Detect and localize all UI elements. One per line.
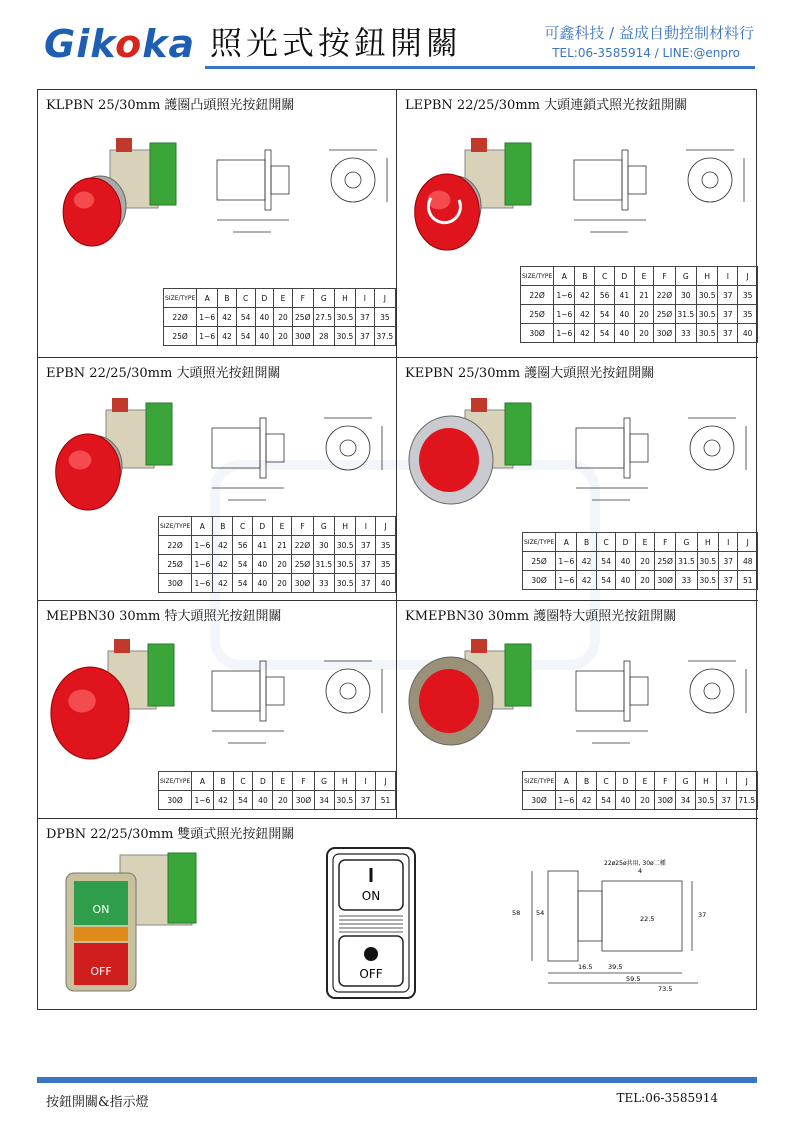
spec-cell: 56: [595, 286, 615, 305]
dim-header: F: [655, 533, 676, 552]
brand-logo: Gikoka: [44, 22, 196, 66]
spec-cell: 20: [635, 571, 654, 590]
spec-cell: 37: [356, 536, 376, 555]
dimension-drawing: [203, 132, 397, 252]
spec-cell: 54: [596, 552, 615, 571]
spec-cell: 30: [313, 536, 334, 555]
dim-value: 54: [536, 909, 545, 917]
spec-cell: 42: [218, 308, 237, 327]
dim-header: F: [292, 517, 313, 536]
spec-cell: 51: [738, 571, 758, 590]
spec-cell: 25Ø: [655, 552, 676, 571]
page-header: [0, 0, 800, 82]
spec-cell: 25Ø: [164, 327, 197, 346]
spec-header-row: [523, 533, 758, 552]
product-cell: [397, 601, 758, 819]
dimension-drawing: [198, 643, 397, 763]
spec-cell: 42: [213, 574, 233, 593]
spec-cell: 30Ø: [159, 791, 192, 810]
spec-cell: 37: [356, 555, 376, 574]
spec-row: [164, 327, 396, 346]
spec-cell: 30Ø: [654, 324, 675, 343]
dim-header: D: [252, 517, 272, 536]
spec-cell: 30Ø: [293, 791, 314, 810]
spec-cell: 1~6: [197, 308, 218, 327]
size-type-header: SIZE/TYPE: [523, 772, 556, 791]
dim-header: C: [596, 772, 615, 791]
dim-header: G: [675, 267, 696, 286]
dim-value: 16.5: [578, 963, 593, 971]
spec-cell: 30Ø: [523, 571, 556, 590]
spec-row: [159, 536, 396, 555]
spec-cell: 37: [356, 574, 376, 593]
company-name: 可鑫科技 / 益成自動控制材料行: [544, 24, 754, 42]
size-type-header: SIZE/TYPE: [521, 267, 554, 286]
spec-cell: 54: [236, 327, 255, 346]
spec-table: [520, 266, 758, 343]
product-photo: [50, 128, 200, 268]
spec-cell: 37: [356, 327, 375, 346]
dim-header: H: [697, 267, 718, 286]
spec-cell: 30: [675, 286, 696, 305]
spec-row: [521, 286, 758, 305]
spec-cell: 1~6: [554, 286, 575, 305]
size-type-header: SIZE/TYPE: [523, 533, 556, 552]
dim-header: G: [676, 533, 697, 552]
spec-table: [158, 516, 396, 593]
spec-cell: 21: [634, 286, 654, 305]
dim-value: 39.5: [608, 963, 623, 971]
spec-header-row: [164, 289, 396, 308]
spec-cell: 22Ø: [292, 536, 313, 555]
dim-header: H: [695, 772, 716, 791]
spec-cell: 34: [676, 791, 695, 810]
product-photo: [60, 847, 210, 997]
dim-header: A: [556, 533, 577, 552]
dim-header: B: [213, 772, 233, 791]
dim-header: E: [634, 267, 654, 286]
dim-header: H: [335, 517, 356, 536]
spec-cell: 27.5: [313, 308, 334, 327]
spec-cell: 40: [616, 791, 635, 810]
product-title: LEPBN 22/25/30mm 大頭連鎖式照光按鈕開關: [405, 98, 688, 113]
spec-cell: 71.5: [736, 791, 757, 810]
spec-cell: 37: [718, 324, 738, 343]
dim-header: B: [218, 289, 237, 308]
spec-cell: 22Ø: [521, 286, 554, 305]
spec-cell: 42: [577, 571, 596, 590]
spec-cell: 25Ø: [654, 305, 675, 324]
dim-header: E: [635, 533, 654, 552]
spec-cell: 22Ø: [164, 308, 197, 327]
spec-cell: 42: [213, 555, 233, 574]
spec-cell: 40: [616, 552, 635, 571]
spec-cell: 30.5: [697, 571, 718, 590]
spec-cell: 40: [255, 327, 274, 346]
footer-category: 按鈕開關&指示燈: [46, 1095, 149, 1110]
spec-cell: 1~6: [197, 327, 218, 346]
dim-header: I: [356, 517, 376, 536]
dim-value: 58: [512, 909, 521, 917]
spec-cell: 25Ø: [521, 305, 554, 324]
size-type-header: SIZE/TYPE: [159, 517, 192, 536]
spec-cell: 40: [616, 571, 635, 590]
spec-cell: 1~6: [192, 536, 213, 555]
spec-cell: 48: [738, 552, 758, 571]
product-cell: [38, 90, 397, 358]
dim-header: D: [614, 267, 634, 286]
contact-info: TEL:06-3585914 / LINE:@enpro: [552, 46, 740, 60]
dim-value: 73.5: [658, 985, 673, 991]
spec-cell: 35: [738, 305, 758, 324]
spec-table: [163, 288, 396, 346]
spec-cell: 40: [614, 324, 634, 343]
spec-row: [164, 308, 396, 327]
spec-row: [523, 552, 758, 571]
header-rule: [205, 66, 755, 69]
dim-header: C: [595, 267, 615, 286]
spec-cell: 42: [213, 536, 233, 555]
spec-cell: 21: [272, 536, 292, 555]
spec-cell: 51: [376, 791, 396, 810]
dim-header: J: [738, 533, 758, 552]
spec-cell: 30Ø: [655, 571, 676, 590]
spec-cell: 20: [634, 324, 654, 343]
spec-cell: 42: [218, 327, 237, 346]
spec-cell: 1~6: [192, 791, 213, 810]
spec-cell: 37: [718, 305, 738, 324]
dim-header: F: [293, 772, 314, 791]
spec-cell: 40: [738, 324, 758, 343]
dimension-drawing: [198, 400, 397, 520]
spec-cell: 42: [577, 552, 596, 571]
spec-cell: 30.5: [697, 552, 718, 571]
spec-row: [523, 571, 758, 590]
dim-header: I: [717, 772, 736, 791]
spec-header-row: [159, 517, 396, 536]
spec-cell: 37: [717, 791, 736, 810]
spec-cell: 54: [233, 574, 253, 593]
spec-cell: 30.5: [697, 305, 718, 324]
spec-cell: 22Ø: [159, 536, 192, 555]
spec-cell: 41: [252, 536, 272, 555]
on-label: ON: [92, 903, 110, 916]
spec-cell: 30Ø: [292, 574, 313, 593]
dim-header: J: [376, 772, 396, 791]
product-title: KLPBN 25/30mm 護圈凸頭照光按鈕開關: [46, 98, 295, 113]
spec-cell: 34: [314, 791, 334, 810]
spec-cell: 30.5: [335, 574, 356, 593]
spec-cell: 37.5: [374, 327, 395, 346]
spec-cell: 56: [233, 536, 253, 555]
off-label: OFF: [359, 967, 383, 981]
spec-cell: 42: [575, 286, 595, 305]
spec-cell: 37: [718, 286, 738, 305]
on-label: ON: [361, 889, 381, 903]
spec-cell: 25Ø: [292, 555, 313, 574]
dim-value: 22.5: [640, 915, 655, 923]
dim-header: J: [374, 289, 395, 308]
dim-header: H: [334, 772, 356, 791]
dim-header: A: [556, 772, 577, 791]
spec-cell: 30Ø: [159, 574, 192, 593]
dim-header: F: [654, 267, 675, 286]
spec-cell: 37: [719, 571, 738, 590]
spec-cell: 20: [635, 791, 654, 810]
spec-cell: 30.5: [697, 286, 718, 305]
spec-cell: 20: [274, 308, 293, 327]
size-type-header: SIZE/TYPE: [164, 289, 197, 308]
dim-header: G: [314, 772, 334, 791]
spec-cell: 54: [596, 571, 615, 590]
spec-cell: 35: [738, 286, 758, 305]
spec-cell: 35: [376, 536, 396, 555]
front-face-drawing: [323, 844, 423, 1004]
spec-row: [159, 574, 396, 593]
dim-header: D: [255, 289, 274, 308]
spec-cell: 30.5: [335, 555, 356, 574]
spec-row: [523, 791, 758, 810]
spec-table: [158, 771, 396, 810]
spec-header-row: [159, 772, 396, 791]
spec-cell: 30.5: [334, 308, 355, 327]
spec-cell: 40: [252, 555, 272, 574]
product-photo: [48, 629, 198, 769]
spec-row: [159, 791, 396, 810]
spec-cell: 31.5: [676, 552, 697, 571]
dim-header: B: [577, 533, 596, 552]
dim-note: 22ø25ø共用, 30ø二種: [604, 860, 666, 867]
spec-cell: 1~6: [554, 324, 575, 343]
spec-cell: 54: [233, 555, 253, 574]
dim-header: A: [192, 772, 213, 791]
spec-cell: 30Ø: [521, 324, 554, 343]
spec-row: [521, 305, 758, 324]
spec-cell: 1~6: [556, 791, 577, 810]
spec-cell: 20: [635, 552, 654, 571]
dim-header: A: [197, 289, 218, 308]
dim-header: B: [577, 772, 596, 791]
off-label: OFF: [90, 965, 112, 978]
dim-header: J: [736, 772, 757, 791]
product-cell: [397, 358, 758, 601]
product-cell: [397, 90, 758, 358]
spec-cell: 30Ø: [523, 791, 556, 810]
dim-value: 4: [638, 867, 643, 875]
spec-cell: 33: [676, 571, 697, 590]
spec-cell: 42: [213, 791, 233, 810]
spec-cell: 37: [356, 308, 375, 327]
spec-cell: 42: [575, 305, 595, 324]
product-title: KMEPBN30 30mm 護圈特大頭照光按鈕開關: [405, 609, 677, 624]
dim-header: J: [738, 267, 758, 286]
dim-header: G: [313, 517, 334, 536]
spec-row: [159, 555, 396, 574]
spec-cell: 30Ø: [655, 791, 676, 810]
spec-cell: 54: [236, 308, 255, 327]
dim-header: H: [697, 533, 718, 552]
spec-cell: 20: [274, 327, 293, 346]
spec-cell: 22Ø: [654, 286, 675, 305]
dim-header: F: [292, 289, 313, 308]
page-title: 照光式按鈕開關: [210, 24, 463, 62]
product-photo: [46, 388, 196, 528]
spec-cell: 41: [614, 286, 634, 305]
dim-header: C: [596, 533, 615, 552]
spec-cell: 30.5: [695, 791, 716, 810]
dim-header: E: [273, 772, 293, 791]
product-photo: [405, 388, 555, 528]
dim-header: C: [233, 517, 253, 536]
size-type-header: SIZE/TYPE: [159, 772, 192, 791]
spec-cell: 40: [252, 574, 272, 593]
spec-cell: 1~6: [192, 574, 213, 593]
spec-cell: 1~6: [556, 552, 577, 571]
dim-header: I: [356, 772, 376, 791]
spec-cell: 30.5: [334, 791, 356, 810]
product-cell: [38, 358, 397, 601]
spec-cell: 42: [577, 791, 596, 810]
dimension-drawing: [562, 643, 758, 763]
spec-cell: 25Ø: [523, 552, 556, 571]
spec-cell: 1~6: [192, 555, 213, 574]
dim-header: J: [376, 517, 396, 536]
dim-header: I: [718, 267, 738, 286]
spec-cell: 30.5: [697, 324, 718, 343]
dim-value: 59.5: [626, 975, 641, 983]
spec-cell: 20: [272, 574, 292, 593]
spec-cell: 54: [233, 791, 253, 810]
spec-cell: 1~6: [554, 305, 575, 324]
dim-header: E: [274, 289, 293, 308]
dimension-drawing: [562, 400, 758, 520]
catalog-frame: [37, 89, 757, 1010]
spec-cell: 31.5: [675, 305, 696, 324]
spec-table: [522, 532, 758, 590]
dim-header: C: [236, 289, 255, 308]
dim-header: G: [676, 772, 695, 791]
dim-header: E: [272, 517, 292, 536]
dim-header: D: [253, 772, 273, 791]
spec-cell: 40: [255, 308, 274, 327]
spec-cell: 40: [253, 791, 273, 810]
spec-cell: 25Ø: [159, 555, 192, 574]
dimension-drawing: [560, 132, 758, 252]
spec-cell: 25Ø: [292, 308, 313, 327]
product-title: EPBN 22/25/30mm 大頭照光按鈕開關: [46, 366, 281, 381]
spec-cell: 54: [595, 305, 615, 324]
spec-cell: 30.5: [335, 536, 356, 555]
spec-cell: 1~6: [556, 571, 577, 590]
product-photo: [405, 128, 555, 268]
dim-header: D: [616, 533, 635, 552]
spec-cell: 35: [374, 308, 395, 327]
spec-cell: 54: [596, 791, 615, 810]
spec-cell: 20: [272, 555, 292, 574]
product-cell-dpbn: [38, 819, 758, 1009]
product-title: KEPBN 25/30mm 護圈大頭照光按鈕開關: [405, 366, 655, 381]
product-cell: [38, 601, 397, 819]
dim-header: A: [554, 267, 575, 286]
dim-header: F: [655, 772, 676, 791]
spec-cell: 37: [356, 791, 376, 810]
spec-cell: 30.5: [334, 327, 355, 346]
spec-cell: 37: [719, 552, 738, 571]
dim-header: B: [213, 517, 233, 536]
spec-header-row: [523, 772, 758, 791]
footer-rule: [37, 1077, 757, 1083]
spec-cell: 28: [313, 327, 334, 346]
dim-header: B: [575, 267, 595, 286]
spec-cell: 31.5: [313, 555, 334, 574]
spec-cell: 20: [634, 305, 654, 324]
spec-cell: 42: [575, 324, 595, 343]
spec-cell: 33: [313, 574, 334, 593]
spec-cell: 54: [595, 324, 615, 343]
dim-header: I: [719, 533, 738, 552]
product-title: MEPBN30 30mm 特大頭照光按鈕開關: [46, 609, 282, 624]
product-photo: [405, 629, 555, 769]
dim-header: G: [313, 289, 334, 308]
spec-cell: 40: [614, 305, 634, 324]
spec-row: [521, 324, 758, 343]
spec-cell: 35: [376, 555, 396, 574]
dim-header: A: [192, 517, 213, 536]
footer-phone: TEL:06-3585914: [616, 1091, 718, 1105]
spec-cell: 40: [376, 574, 396, 593]
side-dimension-drawing: [508, 851, 708, 991]
spec-cell: 30Ø: [292, 327, 313, 346]
dim-value: 37: [698, 911, 707, 919]
spec-cell: 20: [273, 791, 293, 810]
spec-cell: 33: [675, 324, 696, 343]
dim-header: I: [356, 289, 375, 308]
spec-table: [522, 771, 758, 810]
spec-header-row: [521, 267, 758, 286]
dim-header: C: [233, 772, 253, 791]
dim-header: D: [616, 772, 635, 791]
product-title: DPBN 22/25/30mm 雙頭式照光按鈕開關: [46, 827, 295, 842]
dim-header: E: [635, 772, 654, 791]
dim-header: H: [334, 289, 355, 308]
